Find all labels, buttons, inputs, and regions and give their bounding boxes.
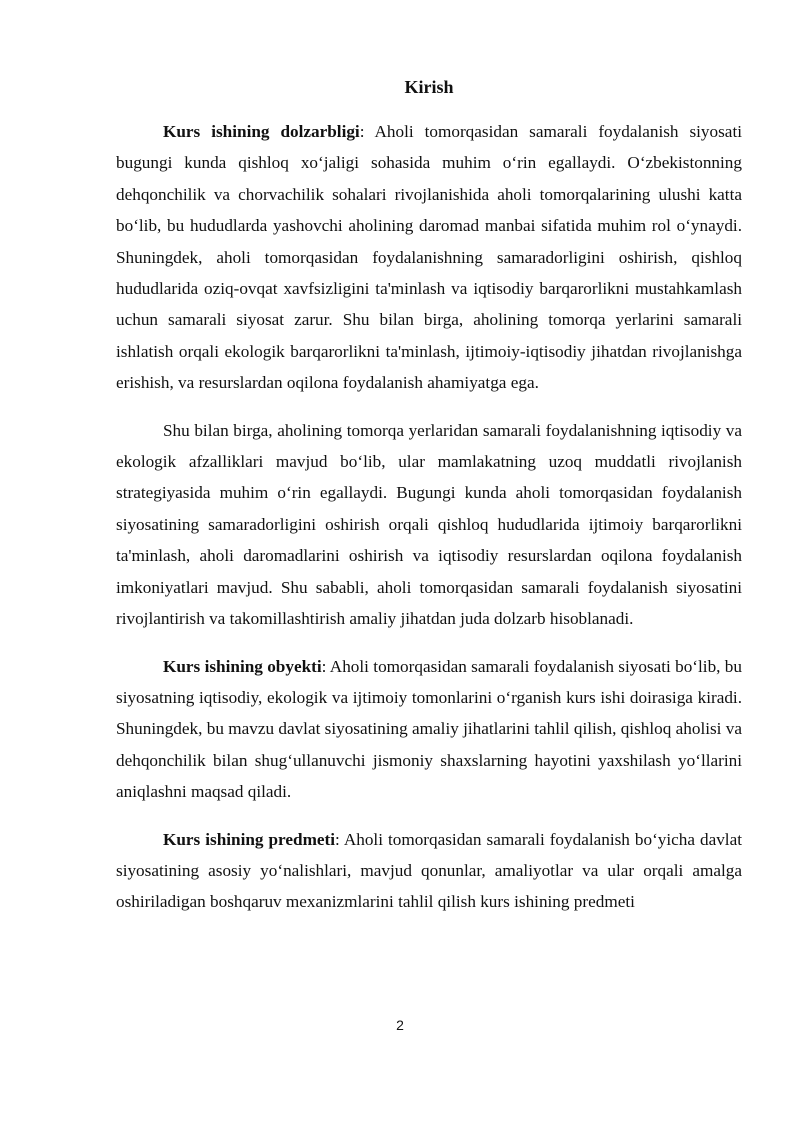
page-content xyxy=(116,74,742,934)
paragraph-relevance xyxy=(116,116,742,399)
paragraph-text: Shu bilan birga, aholining tomorqa yerlaridan samarali foydalanishning iqtisodiy va ekologik afzalliklari mavjud bo‘lib, ular mamlakatning uzoq muddatli rivojlanish strategiyasida muhim o‘rin egallaydi. Bugungi kunda aholi tomorqasidan foydalanish siyosatining samaradorligini oshirish orqali qishloq hududlarida ijtimoiy barqarorlikni ta'minlash, aholi daromadlarini oshirish va iqtisodiy resurslardan oqilona foydalanish imkoniyatlari mavjud. Shu sababli, aholi tomorqasidan samarali foydalanish siyosatini rivojlantirish va takomillashtirish amaliy jihatdan juda dolzarb hisoblanadi. xyxy=(116,420,742,629)
paragraph-lead: Kurs ishining obyekti xyxy=(163,656,322,676)
paragraph-lead: Kurs ishining dolzarbligi xyxy=(163,122,360,141)
paragraph-subject xyxy=(116,824,742,918)
page-number: 2 xyxy=(396,1017,404,1033)
paragraph-continuation xyxy=(116,415,742,635)
paragraph-lead: Kurs ishining predmeti xyxy=(163,829,336,849)
paragraph-text: : Aholi tomorqasidan samarali foydalanish siyosati bo‘lib, bu siyosatning iqtisodiy, ekologik va ijtimoiy tomonlarini o‘rganish kurs ishi doirasiga kiradi. Shuningdek, bu mavzu davlat siyosatining amaliy jihatlarini tahlil qilish, qishloq aholisi va dehqonchilik bilan shug‘ullanuvchi jismoniy shaxslarning hayotini yaxshilash yo‘llarini aniqlashni maqsad qiladi. xyxy=(116,656,742,802)
paragraph-text: : Aholi tomorqasidan samarali foydalanish bo‘yicha davlat siyosatining asosiy yo‘nalishlari, mavjud qonunlar, amaliyotlar va ular orqali amalga oshiriladigan boshqaruv mexanizmlarini tahlil qilish kurs ishining predmeti xyxy=(116,829,742,912)
paragraph-text: : Aholi tomorqasidan samarali foydalanish siyosati bugungi kunda qishloq xo‘jaligi sohasida muhim o‘rin egallaydi. O‘zbekistonning dehqonchilik va chorvachilik sohalari rivojlanishida aholi tomorqalarining ulushi katta bo‘lib, bu hududlarda yashovchi aholining daromad manbai sifatida muhim rol o‘ynaydi. Shuningdek, aholi tomorqasidan foydalanishning samaradorligini oshirish, qishloq hududlarida oziq-ovqat xavfsizligini ta'minlash va iqtisodiy barqarorlikni mustahkamlash uchun samarali siyosat zarur. Shu bilan birga, aholining tomorqa yerlarini samarali ishlatish orqali ekologik barqarorlikni ta'minlash, ijtimoiy-iqtisodiy jihatdan rivojlanishga erishish, va resurslardan oqilona foydalanish ahamiyatga ega. xyxy=(116,122,742,393)
page-title: Kirish xyxy=(404,77,454,97)
paragraph-object xyxy=(116,651,742,808)
